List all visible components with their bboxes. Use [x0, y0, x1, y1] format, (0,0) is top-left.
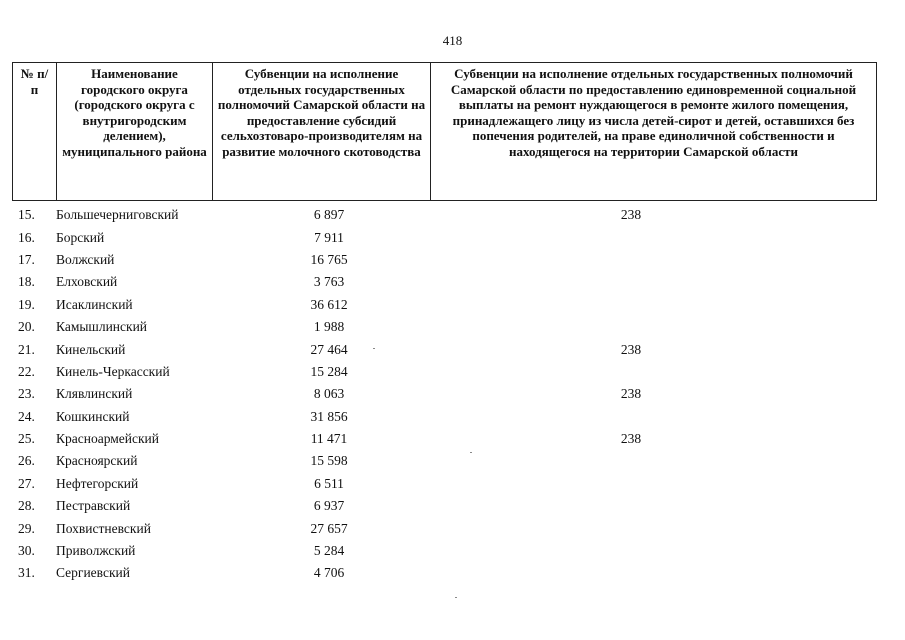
scan-speck — [455, 597, 457, 598]
row-subvention-housing — [396, 562, 876, 584]
row-number: 23. — [18, 386, 35, 402]
row-subvention-housing — [396, 361, 876, 383]
row-municipality-name: Елховский — [56, 274, 118, 290]
row-subvention-milk: 15 284 — [310, 363, 348, 379]
row-number: 18. — [18, 274, 35, 290]
row-number: 24. — [18, 408, 35, 424]
row-subvention-milk: 4 706 — [313, 565, 345, 581]
row-subvention-milk: 15 598 — [310, 453, 348, 469]
row-municipality-name: Пестравский — [56, 498, 131, 514]
row-municipality-name: Камышлинский — [56, 319, 148, 335]
table-body — [12, 204, 876, 585]
scan-speck — [470, 452, 472, 453]
table-header — [12, 62, 877, 201]
row-subvention-milk: 11 471 — [310, 431, 348, 447]
row-subvention-housing — [396, 271, 876, 293]
row-number: 15. — [18, 207, 35, 223]
row-municipality-name: Кинельский — [56, 341, 126, 357]
row-subvention-housing — [396, 473, 876, 495]
row-municipality-name: Приволжский — [56, 543, 136, 559]
table-row — [12, 562, 876, 584]
table-row — [12, 428, 876, 450]
row-subvention-milk: 8 063 — [313, 386, 345, 402]
row-subvention-housing: 238 — [620, 341, 642, 357]
row-subvention-milk: 36 612 — [310, 296, 348, 312]
row-number: 22. — [18, 363, 35, 379]
row-subvention-milk: 31 856 — [310, 408, 348, 424]
table-row — [12, 226, 876, 248]
row-subvention-housing: 238 — [620, 386, 642, 402]
header-name: Наименование городского округа (городского округа с внутригородским делением), муниципального района — [57, 63, 213, 201]
row-subvention-milk: 7 911 — [314, 229, 344, 245]
row-subvention-housing — [396, 450, 876, 472]
table-row — [12, 383, 876, 405]
row-number: 20. — [18, 319, 35, 335]
row-number: 19. — [18, 296, 35, 312]
row-municipality-name: Сергиевский — [56, 565, 130, 581]
row-municipality-name: Большечерниговский — [56, 207, 179, 223]
row-subvention-milk: 27 657 — [310, 520, 348, 536]
scan-speck — [373, 348, 375, 349]
row-municipality-name: Красноярский — [56, 453, 138, 469]
table-row — [12, 406, 876, 428]
row-subvention-housing — [396, 406, 876, 428]
table-row — [12, 517, 876, 539]
row-number: 31. — [18, 565, 35, 581]
table-row — [12, 473, 876, 495]
table-row — [12, 249, 876, 271]
table-row — [12, 495, 876, 517]
row-number: 21. — [18, 341, 35, 357]
header-num: № п/п — [13, 63, 57, 201]
row-number: 17. — [18, 251, 35, 267]
row-subvention-milk: 16 765 — [310, 251, 348, 267]
table-row — [12, 361, 876, 383]
table-row — [12, 316, 876, 338]
table-row — [12, 450, 876, 472]
row-number: 26. — [18, 453, 35, 469]
row-subvention-milk: 1 988 — [313, 319, 345, 335]
row-subvention-housing: 238 — [620, 207, 642, 223]
row-municipality-name: Красноармейский — [56, 431, 160, 447]
row-municipality-name: Борский — [56, 229, 105, 245]
row-subvention-housing — [396, 540, 876, 562]
row-number: 29. — [18, 520, 35, 536]
header-subvention-milk: Субвенции на исполнение отдельных государственных полномочий Самарской области на предоставление субсидий сельхозтоваро-производителям на развитие молочного скотоводства — [213, 63, 431, 201]
row-subvention-milk: 6 937 — [313, 498, 345, 514]
row-number: 28. — [18, 498, 35, 514]
row-subvention-milk: 3 763 — [313, 274, 345, 290]
row-municipality-name: Нефтегорский — [56, 475, 139, 491]
row-subvention-housing — [396, 517, 876, 539]
row-subvention-housing — [396, 294, 876, 316]
row-number: 27. — [18, 475, 35, 491]
row-municipality-name: Клявлинский — [56, 386, 133, 402]
header-subvention-housing: Субвенции на исполнение отдельных государственных полномочий Самарской области по предоставлению единовременной социальной выплаты на ремонт нуждающегося в ремонте жилого помещения, принадлежащего лицу из числа детей-сирот и детей, оставшихся без попечения родителей, на праве единоличной собственности и находящегося на территории Самарской области — [431, 63, 877, 201]
row-subvention-housing — [396, 226, 876, 248]
row-subvention-housing — [396, 249, 876, 271]
page-number: 418 — [442, 33, 463, 48]
row-subvention-milk: 5 284 — [313, 543, 345, 559]
row-subvention-housing — [396, 316, 876, 338]
row-municipality-name: Кошкинский — [56, 408, 130, 424]
table-row — [12, 204, 876, 226]
row-subvention-housing: 238 — [620, 431, 642, 447]
row-subvention-milk: 27 464 — [310, 341, 348, 357]
table-row — [12, 294, 876, 316]
row-subvention-milk: 6 511 — [314, 475, 344, 491]
row-number: 25. — [18, 431, 35, 447]
row-municipality-name: Кинель-Черкасский — [56, 363, 170, 379]
table-row — [12, 271, 876, 293]
row-number: 16. — [18, 229, 35, 245]
table-row — [12, 540, 876, 562]
row-subvention-housing — [396, 495, 876, 517]
row-municipality-name: Волжский — [56, 251, 115, 267]
row-municipality-name: Исаклинский — [56, 296, 133, 312]
table-row — [12, 338, 876, 360]
row-municipality-name: Похвистневский — [56, 520, 151, 536]
row-number: 30. — [18, 543, 35, 559]
row-subvention-milk: 6 897 — [313, 207, 345, 223]
